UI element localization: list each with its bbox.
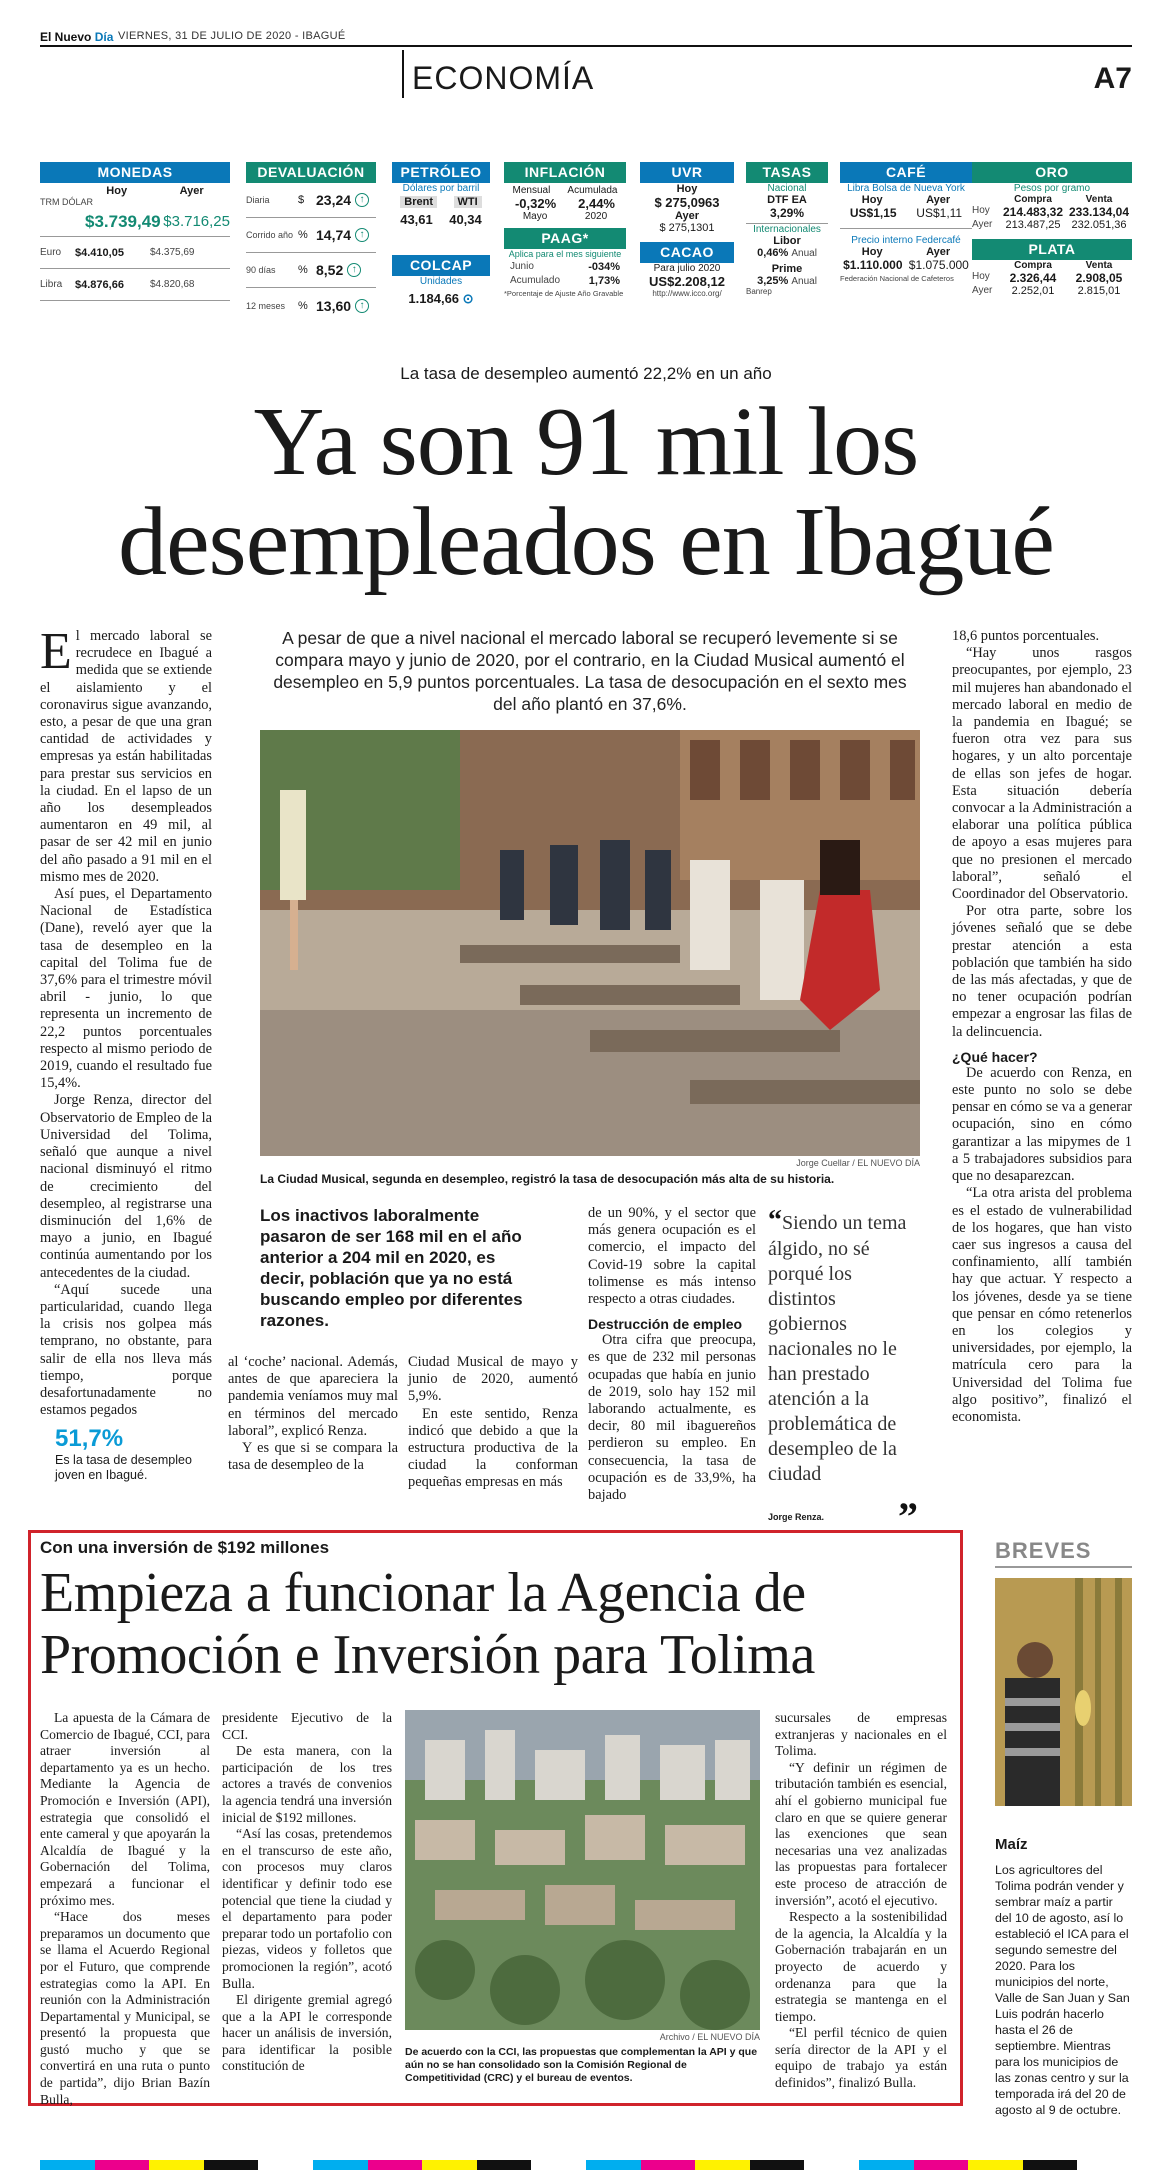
deval-row: Corrido año % 14,74 ↑ [246, 218, 376, 253]
cafe-fed-ayer: $1.075.000 [908, 258, 969, 272]
plata-title: PLATA [972, 239, 1132, 260]
oro-title: ORO [972, 162, 1132, 183]
indicator-devaluacion [246, 162, 376, 323]
acumulada-label: Acumulada [567, 185, 618, 196]
masthead-rule [40, 45, 1132, 47]
indicator-monedas [40, 162, 230, 301]
story1-callout: Los inactivos laboralmente pasaron de ser 168 mil en el año anterior a 204 mil en 2020, es decir, población que ya no está buscando empleo por diferentes razones. [260, 1206, 523, 1330]
arrow-up-icon: ↑ [355, 193, 369, 207]
stat-box [55, 1425, 205, 1483]
breves-item-text: Los agricultores del Tolima podrán vender y sembrar maíz a partir del 10 de agosto, así lo estableció el ICA para el segundo semestre del 2020. Para los municipios del norte, Valle de San Juan y San Luis podrán hacerlo hasta el 26 de septiembre. Mientras para los municipios de las zonas centro y sur la temporada irá del 20 de agosto al 9 de octubre. [995, 1863, 1130, 2117]
city-aerial-image [405, 1710, 760, 2030]
mensual-label: Mensual [512, 185, 551, 196]
pull-quote [768, 1205, 918, 1540]
col-hoy: Hoy [106, 185, 128, 197]
arrow-down-icon: ⊙ [462, 291, 474, 306]
stat-label: Es la tasa de desempleo joven en Ibagué. [55, 1453, 192, 1482]
breves-rule [995, 1566, 1132, 1568]
devaluacion-title: DEVALUACIÓN [246, 162, 376, 183]
story1-column-4: de un 90%, y el sector que más genera ocupación es el comercio, el impacto del Covid-19 sobre la capital tolimense es más intenso respecto a otras ciudades. Destrucción de empleo Otra cifra que preocupa, es que de 232 mil personas ocupadas que había en junio de 2019, solo hay 152 mil laborando actualmente, es decir, 80 mil ibaguereños perdieron su empleo. En consecuencia, la tasa de ocupación es de 33,9%, ha bajado [588, 1205, 756, 1504]
uvr-hoy: $ 275,0963 [654, 195, 720, 210]
story1-photo [260, 730, 920, 1156]
oro-hoy-venta: 233.134,04 [1068, 205, 1130, 219]
story1-column-5: 18,6 puntos porcentuales. “Hay unos rasgos preocupantes, por ejemplo, 23 mil mujeres han abandonado el mercado laboral en medio de la pandemia en Ibagué; se fueron otra vez para sus hogares, y un alto porcentaje de ellas son jefes de hogar. Esta situación debería convocar a la Administración a elaborar una política pública de apoyo a esas mujeres para que no presionen el mercado laboral”, señaló el Coordinador del Observatorio. Por otra parte, sobre los jóvenes señaló que se debe prestar atención a esta población que también ha sido de las más afectadas, y que de no tener ocupación podrían empezar a engrosar las filas de la delincuencia. ¿Qué hacer? De acuerdo con Renza, en este punto no solo se debe pensar en cómo se va a generar ocupación, sino en cómo garantizar a las mipymes de 1 a 5 trabajadores subsidios para que no desaparezcan. “La otra arista del problema es el estado de vulnerabilidad de los hogares, que han visto caer sus ingresos a causa del confinamiento, allí también hay que actuar. Y respecto a los jóvenes, desde ya se tiene que pensar en cómo retenerlos en los colegios y universidades, por ejemplo, la matrícula cero para la Universidad del Tolima fue algo positivo”, finalizó el economista. [952, 628, 1132, 1425]
quote-text: Siendo un tema álgido, no sé porqué los distintos gobiernos nacionales no le han prestado atención a la problemática de desempleo de la ciudad [768, 1212, 907, 1485]
indicator-petroleo [392, 162, 490, 307]
libra-label: Libra [40, 279, 63, 290]
colcap-sub: Unidades [419, 276, 463, 287]
cacao-title: CACAO [640, 242, 734, 263]
petroleo-sub: Dólares por barril [402, 183, 480, 194]
cacao-value: US$2.208,12 [649, 274, 725, 289]
colcap-value: 1.184,66 [408, 291, 460, 306]
story1-column-1: El mercado laboral se recrudece en Ibagué a medida que se extiende el aislamiento y el coronavirus sigue avanzando, esto, a pesar de que una gran cantidad de actividades y empresas ya están habilitadas para prestar sus servicios en la ciudad. En el lapso de un año los desempleados aumentaron en 49 mil, al pasar de ser 42 mil en junio del año pasado a 91 mil en el mismo mes de 2020. Así pues, el Departamento Nacional de Estadística (Dane), reveló ayer que la tasa de desempleo en la capital del Tolima fue de 37,6% para el trimestre móvil abril - junio, lo que representa un incremento de 22,2 puntos porcentuales respecto al mismo periodo de 2019, cuando el resultado fue 15,4%. Jorge Renza, director del Observatorio de Empleo de la Universidad del Tolima, señaló que aunque a nivel nacional disminuyó el ritmo de crecimiento del desempleo, al registrarse una disminución del 1,6% de mayo a junio, en Ibagué continúa aumentando por los antecedentes de la ciudad. “Aquí sucede una particularidad, cuando llega la crisis nos golpea más temprano, no obstante, para salir de ella nos lleva más tiempo, porque desafortunadamente no estamos pegados [40, 623, 212, 1419]
wti-value: 40,34 [449, 212, 482, 227]
quote-close-icon: ” [898, 1494, 918, 1539]
mensual-value: -0,32% [514, 196, 557, 211]
subhead-que-hacer: ¿Qué hacer? [952, 1048, 1038, 1065]
petroleo-title: PETRÓLEO [392, 162, 490, 183]
plaza-people-image [260, 730, 920, 1156]
wti-label: WTI [454, 196, 482, 208]
libra-hoy: $4.876,66 [75, 278, 124, 291]
plata-hoy-venta: 2.908,05 [1075, 271, 1123, 285]
deval-row: 12 meses % 13,60 ↑ [246, 288, 376, 323]
cafe-title: CAFÉ [840, 162, 972, 183]
indicator-inflacion: INFLACIÓN Mensual Acumulada -0,32% 2,44% Mayo 2020 PAAG* Aplica para el mes siguiente Junio -034% Acumulado 1,73% *Porcentaje de Ajuste Año Gravable [504, 162, 626, 298]
farmer-corn-image [995, 1578, 1132, 1806]
brent-value: 43,61 [400, 212, 433, 227]
indicator-uvr: UVR Hoy $ 275,0963 Ayer $ 275,1301 CACAO Para julio 2020 US$2.208,12 http://www.icco.org/ [640, 162, 734, 298]
story1-headline: Ya son 91 mil los desempleados en Ibagué [118, 388, 1054, 596]
paag-note: *Porcentaje de Ajuste Año Gravable [504, 289, 624, 298]
newspaper-logo: El Nuevo Día [40, 30, 114, 44]
cafe-ny-hoy: US$1,15 [849, 206, 897, 220]
oro-hoy-compra: 214.483,32 [1002, 205, 1064, 219]
story2-photo [405, 1710, 760, 2030]
euro-hoy: $4.410,05 [75, 246, 124, 259]
euro-ayer: $4.375,69 [150, 247, 195, 258]
inflacion-title: INFLACIÓN [504, 162, 626, 183]
paag-sub: Aplica para el mes siguiente [508, 249, 622, 259]
monedas-title: MONEDAS [40, 162, 230, 183]
story2-column-1: La apuesta de la Cámara de Comercio de Ibagué, CCI, para atraer inversión al departamento ya es un hecho. Mediante la Agencia de Promoción e Inversión (API), estrategia que consolidó el ente cameral y que apoyarán la Alcaldía de Ibagué y la Gobernación del Tolima, empezará a funcionar el próximo mes. “Hace dos meses preparamos un documento que se llama el Acuerdo Regional por el Futuro, que comprende estrategias como la API. En reunión con la Administración Departamental y Municipal, se presentó la propuesta que gustó mucho y que se convertirá en una ruta o punto de partida”, dijo Brian Bazín Bulla, [40, 1710, 210, 2107]
dtf-value: 3,29% [746, 206, 828, 224]
arrow-up-icon: ↑ [355, 228, 369, 242]
deval-row: Diaria $ 23,24 ↑ [246, 183, 376, 218]
drop-cap: E [40, 623, 72, 680]
story1-column-3: Ciudad Musical de mayo y junio de 2020, aumentó 5,9%. En este sentido, Renza indicó que debido a que la estructura productiva de la ciudad la conforman pequeñas empresas en más [408, 1354, 578, 1491]
trm-label: TRM DÓLAR [40, 197, 94, 207]
quote-author: Jorge Renza. [768, 1511, 825, 1522]
issue-date: VIERNES, 31 DE JULIO DE 2020 - IBAGUÉ [118, 30, 346, 42]
story2-photo-credit: Archivo / EL NUEVO DÍA [659, 2032, 760, 2042]
stat-value: 51,7% [55, 1425, 124, 1452]
story1-photo-caption: La Ciudad Musical, segunda en desempleo, registró la tasa de desocupación más alta de su historia. [260, 1172, 835, 1186]
brent-label: Brent [400, 196, 437, 208]
indicator-cafe: CAFÉ Libra Bolsa de Nueva York Hoy Ayer US$1,15 US$1,11 Precio interno Federcafé Hoy Ayer $1.110.000 $1.075.000 Federación Nacional de Cafeteros [840, 162, 972, 283]
story1-photo-credit: Jorge Cuellar / EL NUEVO DÍA [796, 1158, 920, 1168]
colcap-title: COLCAP [392, 255, 490, 276]
tasas-title: TASAS [746, 162, 828, 183]
breves-photo [995, 1578, 1132, 1806]
story2-column-3: sucursales de empresas extranjeras y nacionales en el Tolima. “Y definir un régimen de tributación también es esencial, ahí el gobierno municipal fue claro en que se quiere generar las exenciones que sean necesarias una vez analizadas las propuestas para fortalecer este proceso de atracción de inversión”, acotó el ejecutivo. Respecto a la sostenibilidad de la agencia, la Alcaldía y la Gobernación trabajarán en un proyecto de acuerdo y ordenanza para que la estrategia se mantenga en el tiempo. “El perfil técnico de quien sería director de la API y el equipo de trabajo ya están definidos”, finalizó Bulla. [775, 1710, 947, 2091]
trm-ayer: $3.716,25 [163, 213, 230, 230]
story1-column-2: al ‘coche’ nacional. Además, antes de que apareciera la pandemia veníamos muy mal en términos del mercado laboral”, explicó Renza. Y es que si se compara la tasa de desempleo de la [228, 1354, 398, 1474]
col-ayer: Ayer [179, 185, 204, 197]
section-title: ECONOMÍA [412, 60, 595, 96]
indicator-tasas: TASAS Nacional DTF EA 3,29% Internacionales Libor 0,46% Anual Prime 3,25% Anual Banrep [746, 162, 828, 296]
breves-item-title: Maíz [995, 1836, 1028, 1853]
story1-deck: A pesar de que a nivel nacional el mercado laboral se recuperó levemente si se compara mayo y junio de 2020, por el contrario, en la Ciudad Musical aumentó el desempleo en 5,9 puntos porcentuales. La tasa de desocupación en el sexto mes del año plantó en 37,6%. [273, 628, 907, 714]
breves-title: BREVES [995, 1538, 1092, 1563]
story2-kicker: Con una inversión de $192 millones [40, 1538, 330, 1557]
paag-title: PAAG* [504, 228, 626, 249]
prime-value: 3,25% [757, 275, 789, 287]
uvr-ayer: $ 275,1301 [659, 222, 715, 234]
story1-kicker: La tasa de desempleo aumentó 22,2% en un año [400, 364, 772, 383]
story2-column-2: presidente Ejecutivo de la CCI. De esta manera, con la participación de los tres actores a través de convenios la agencia tendrá una inversión inicial de $192 millones. “Así las cosas, pretendemos en el transcurso de este año, con procesos muy claros identificar y definir todo ese potencial que tiene la ciudad y el departamento para poder preparar todo un portafolio con piezas, videos y folletos que promocionen la región”, acotó Bulla. El dirigente gremial agregó que a la API le corresponde hacer un análisis de inversión, para identificar la posible constitución de [222, 1710, 392, 2074]
libor-value: 0,46% [757, 247, 789, 259]
trm-hoy: $3.739,49 [85, 211, 161, 231]
euro-label: Euro [40, 247, 62, 258]
arrow-up-icon: ↑ [355, 299, 369, 313]
quote-open-icon: “ [768, 1205, 782, 1236]
story2-headline: Empieza a funcionar la Agencia de Promoción e Inversión para Tolima [40, 1562, 815, 1686]
plata-hoy-compra: 2.326,44 [1009, 271, 1057, 285]
uvr-title: UVR [640, 162, 734, 183]
subhead-destruccion: Destrucción de empleo [588, 1316, 743, 1333]
libra-ayer: $4.820,68 [150, 279, 195, 290]
inflacion-anio: 2020 [584, 211, 608, 222]
inflacion-mes: Mayo [522, 211, 548, 222]
cafe-fed-hoy: $1.110.000 [843, 258, 903, 272]
arrow-up-icon: ↑ [347, 263, 361, 277]
indicator-oro: ORO Pesos por gramo Compra Venta Hoy 214.483,32 233.134,04 Ayer 213.487,25 232.051,36 PLATA Compra Venta Hoy 2.326,44 2.908,05 Ayer 2.252,01 2.815,01 [972, 162, 1132, 297]
cafe-ny-ayer: US$1,11 [916, 206, 963, 220]
color-registration-bar [40, 2160, 1132, 2170]
acumulada-value: 2,44% [578, 196, 615, 211]
story2-photo-caption: De acuerdo con la CCI, las propuestas que complementan la API y que aún no se han consolidado son la Comisión Regional de Competitividad (CRC) y el bureau de eventos. [405, 2046, 758, 2084]
section-bar [402, 50, 404, 98]
page-number: A7 [1093, 62, 1132, 95]
deval-row: 90 días % 8,52 ↑ [246, 253, 376, 288]
